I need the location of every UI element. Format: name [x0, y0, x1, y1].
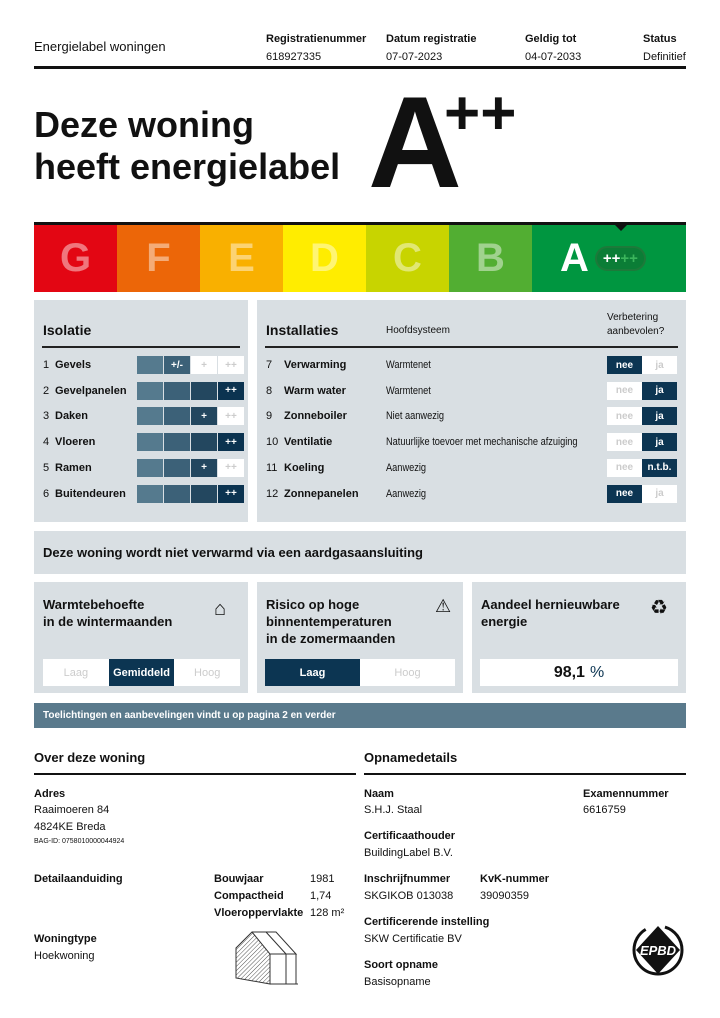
rating-cell: [137, 382, 163, 400]
vloeroppervlakte: 128 m²: [310, 907, 345, 919]
installatie-row: [266, 382, 600, 400]
option-ja: ja: [642, 382, 677, 400]
row-number: 10: [266, 436, 279, 449]
option-ja: ja: [642, 485, 677, 503]
header-field: [386, 33, 476, 63]
installatie-row: [266, 485, 600, 503]
class-letter: E: [228, 236, 255, 280]
warmte-title-1: Warmtebehoefte: [43, 597, 145, 612]
class-letter: G: [59, 236, 92, 280]
soort-opname: Basisopname: [364, 976, 431, 988]
energy-class-F: [117, 225, 200, 292]
col-verbetering: [607, 311, 664, 339]
row-system: Natuurlijke toevoer met mechanische afzuiging: [386, 436, 578, 449]
woningtype-label: Woningtype: [34, 933, 97, 945]
gas-banner: Deze woning wordt niet verwarmd via een aardgasaansluiting: [34, 531, 686, 574]
rating-cell: [164, 382, 190, 400]
rating-cell: [137, 356, 163, 374]
installaties-panel: [257, 300, 686, 522]
installatie-row: [266, 459, 600, 477]
certificaathouder: BuildingLabel B.V.: [364, 847, 453, 859]
energy-class-C: [366, 225, 449, 292]
col-hoofdsysteem: Hoofdsysteem: [386, 325, 450, 336]
row-number: 8: [266, 384, 273, 397]
header-field-label: Geldig tot: [525, 33, 577, 45]
divider: [42, 346, 240, 348]
isolatie-title: Isolatie: [43, 322, 92, 338]
verbetering-toggle: [607, 407, 677, 425]
row-system: Aanwezig: [386, 461, 427, 474]
headline-line2: heeft energielabel: [34, 146, 341, 187]
row-name: Ramen: [55, 461, 92, 474]
divider: [265, 346, 678, 348]
row-number: 11: [266, 461, 278, 474]
risico-panel: [257, 582, 463, 693]
info-strip: Toelichtingen en aanbevelingen vindt u op pagina 2 en verder: [34, 703, 686, 728]
header-field-value: 07-07-2023: [386, 51, 443, 63]
row-name: Daken: [55, 410, 89, 423]
option-nee: nee: [607, 356, 642, 374]
header-field-label: Status: [643, 33, 677, 45]
row-number: 9: [266, 410, 273, 423]
percentage: 98,1: [553, 663, 585, 681]
divider: [34, 773, 356, 775]
risico-title-3: in de zomermaanden: [266, 631, 396, 646]
installatie-row: [266, 407, 600, 425]
class-letter: C: [393, 236, 422, 280]
plus-active: ++: [602, 250, 621, 267]
verbetering-toggle: [607, 356, 677, 374]
bouwjaar-label: Bouwjaar: [214, 873, 264, 885]
row-system: Warmtenet: [386, 359, 431, 371]
option-nee: nee: [607, 382, 642, 400]
inst-label: Certificerende instelling: [364, 916, 490, 928]
row-name: Gevels: [55, 359, 92, 371]
header-field: [266, 33, 366, 63]
rating-cell: ++: [218, 407, 244, 425]
bag-id: BAG-ID: 0758010000044924: [34, 838, 125, 845]
class-letter: B: [476, 236, 505, 280]
option-ja: ja: [642, 356, 677, 374]
option-nee: nee: [607, 407, 642, 425]
header-field-value: 618927335: [266, 51, 322, 63]
detail-label: Detailaanduiding: [34, 873, 123, 885]
row-system: Warmtenet: [386, 384, 431, 397]
rating-cell: [164, 459, 190, 477]
header-field-label: Datum registratie: [386, 33, 477, 45]
isolatie-row: [43, 382, 127, 400]
energy-label-scale: [34, 222, 686, 292]
option-nee: nee: [607, 433, 642, 451]
installatie-row: [266, 433, 600, 451]
naam-label: Naam: [364, 788, 394, 800]
isolatie-rating: [137, 407, 244, 425]
option-hoog: Hoog: [194, 666, 221, 679]
class-letter: F: [146, 236, 171, 280]
risico-title-1: Risico op hoge: [266, 597, 360, 612]
plus-badge: [595, 246, 646, 271]
header-divider: [34, 66, 686, 69]
row-number: 12: [266, 487, 279, 500]
thermometer-warning-icon: ⚠: [435, 596, 452, 616]
option-hoog: Hoog: [394, 666, 421, 679]
woningtype: Hoekwoning: [34, 950, 95, 962]
hernieuwbaar-title-1: Aandeel hernieuwbare: [481, 597, 620, 612]
energy-class-A: [532, 225, 686, 292]
row-number: 4: [43, 436, 50, 449]
header-field: [525, 33, 581, 63]
compactheid: 1,74: [310, 890, 332, 902]
isolatie-row: [43, 433, 95, 451]
isolatie-rating: [137, 433, 244, 451]
cert-label: Certificaathouder: [364, 830, 456, 842]
hernieuwbaar-panel: [472, 582, 686, 693]
row-system: Niet aanwezig: [386, 410, 445, 423]
headline-line1: Deze woning: [34, 104, 255, 145]
rating-cell: ++: [218, 433, 244, 451]
rating-cell: [137, 485, 163, 503]
adres-2: 4824KE Breda: [34, 821, 106, 833]
kvk-nummer: 39090359: [480, 890, 529, 902]
certificerende-instelling: SKW Certificatie BV: [364, 933, 462, 945]
adres-label: Adres: [34, 788, 66, 800]
header-field-label: Registratienummer: [266, 33, 367, 45]
adres-1: Raaimoeren 84: [34, 804, 110, 816]
row-system: Aanwezig: [386, 487, 427, 500]
rating-cell: [164, 407, 190, 425]
headline: [34, 104, 340, 188]
rating-cell: [191, 485, 217, 503]
compact-label: Compactheid: [214, 890, 284, 902]
exam-label: Examennummer: [583, 788, 669, 800]
isolatie-rating: [137, 382, 244, 400]
rating-cell: ++: [218, 485, 244, 503]
big-label-letter: A: [368, 69, 458, 215]
installaties-title: Installaties: [266, 322, 339, 338]
examennummer: 6616759: [583, 804, 626, 816]
active-class-marker: [612, 222, 630, 231]
row-name: Zonneboiler: [284, 410, 347, 423]
bouwjaar: 1981: [310, 873, 335, 885]
header-field-value: Definitief: [643, 51, 686, 63]
row-name: Vloeren: [55, 436, 96, 449]
percent-unit: %: [589, 663, 605, 681]
row-name: Verwarming: [284, 359, 347, 371]
risico-scale: [265, 659, 455, 686]
rating-cell: +: [191, 356, 217, 374]
option-nee: nee: [607, 485, 642, 503]
warmte-title-2: in de wintermaanden: [43, 614, 173, 629]
verbetering-toggle: [607, 485, 677, 503]
kvk-label: KvK-nummer: [480, 873, 550, 885]
warmte-scale: [43, 659, 240, 686]
isolatie-panel: [34, 300, 248, 522]
rating-cell: [137, 459, 163, 477]
risico-title-2: binnentemperaturen: [266, 614, 392, 629]
option-laag: Laag: [63, 666, 89, 679]
active-class-letter: A: [560, 236, 589, 280]
verbetering-toggle: [607, 382, 677, 400]
inschrijfnummer: SKGIKOB 013038: [364, 890, 454, 902]
rating-cell: +: [191, 407, 217, 425]
inschrijf-label: Inschrijfnummer: [364, 873, 451, 885]
verbetering-toggle: [607, 433, 677, 451]
woning-title: Over deze woning: [34, 750, 146, 765]
col-verbetering-1: Verbetering: [607, 312, 659, 323]
rating-cell: [137, 407, 163, 425]
isolatie-row: [43, 407, 88, 425]
isolatie-row: [43, 356, 91, 374]
house-type-drawing: [232, 928, 332, 990]
energy-class-G: [34, 225, 117, 292]
opname-title: Opnamedetails: [364, 750, 458, 765]
row-name: Koeling: [284, 461, 325, 474]
rating-cell: [191, 433, 217, 451]
divider: [364, 773, 686, 775]
epbd-logo: [630, 920, 686, 980]
energy-class-D: [283, 225, 366, 292]
isolatie-rating: [137, 459, 244, 477]
energy-class-B: [449, 225, 532, 292]
row-number: 1: [43, 359, 50, 371]
plus-inactive: ++: [620, 250, 638, 267]
header-field: [643, 33, 686, 63]
header-field-value: 04-07-2033: [525, 51, 582, 63]
row-number: 5: [43, 461, 50, 474]
house-heating-icon: ⌂: [214, 598, 227, 620]
rating-cell: [164, 433, 190, 451]
row-number: 2: [43, 384, 50, 397]
rating-cell: ++: [218, 459, 244, 477]
verbetering-toggle: [607, 459, 677, 477]
isolatie-row: [43, 485, 126, 503]
isolatie-row: [43, 459, 92, 477]
soort-label: Soort opname: [364, 959, 438, 971]
energy-class-E: [200, 225, 283, 292]
opp-label: Vloeroppervlakte: [214, 907, 304, 919]
rating-cell: [191, 382, 217, 400]
rating-cell: [164, 485, 190, 503]
rating-cell: [137, 433, 163, 451]
svg-text:EPBD: EPBD: [639, 943, 677, 958]
rating-cell: +/-: [164, 356, 190, 374]
big-label-plus: ++: [444, 79, 517, 148]
hernieuwbaar-value: [480, 659, 678, 686]
row-number: 6: [43, 487, 50, 500]
row-name: Zonnepanelen: [284, 487, 359, 500]
renewable-cycle-icon: ♻: [650, 597, 668, 619]
option-ja: ja: [642, 433, 677, 451]
hernieuwbaar-title-2: energie: [481, 614, 528, 629]
row-name: Ventilatie: [284, 436, 333, 449]
isolatie-rating: [137, 356, 244, 374]
option-ja: n.t.b.: [642, 459, 677, 477]
option-nee: nee: [607, 459, 642, 477]
document-title: Energielabel woningen: [34, 39, 166, 54]
row-number: 3: [43, 410, 50, 423]
naam: S.H.J. Staal: [364, 804, 423, 816]
isolatie-rating: [137, 485, 244, 503]
rating-cell: ++: [218, 382, 244, 400]
rating-cell: +: [191, 459, 217, 477]
class-letter: D: [310, 236, 339, 280]
col-verbetering-2: aanbevolen?: [607, 326, 665, 337]
warmte-panel: [34, 582, 248, 693]
row-number: 7: [266, 359, 273, 371]
row-name: Gevelpanelen: [55, 384, 127, 397]
row-name: Buitendeuren: [55, 487, 126, 500]
row-name: Warm water: [284, 384, 346, 397]
installatie-row: [266, 356, 600, 374]
option-gemiddeld: Gemiddeld: [109, 659, 175, 686]
rating-cell: ++: [218, 356, 244, 374]
option-ja: ja: [642, 407, 677, 425]
option-laag: Laag: [265, 659, 360, 686]
